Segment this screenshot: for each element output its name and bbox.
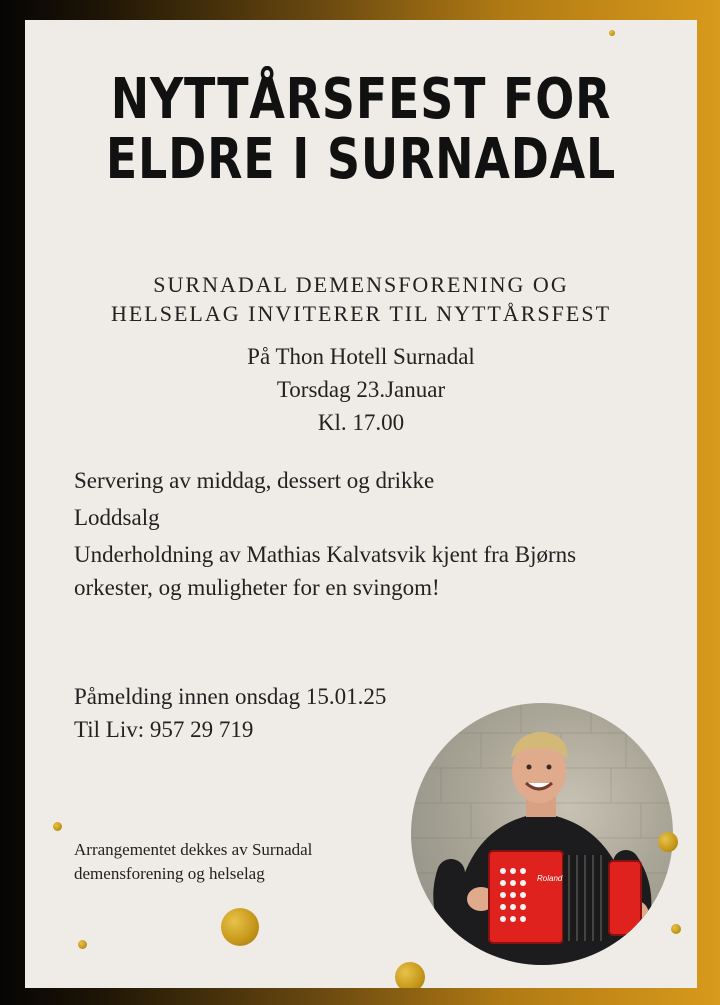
program-list — [74, 464, 634, 608]
signup-deadline: Påmelding innen onsdag 15.01.25 — [74, 684, 387, 709]
accordion-player-illustration — [411, 703, 673, 965]
sponsor-note: Arrangementet dekkes av Surnadal demensforening og helselag — [74, 840, 313, 883]
program-item-entertainment: Underholdning av Mathias Kalvatsvik kjent fra Bjørns orkester, og muligheter for en svingom! — [74, 542, 577, 600]
accordion-brand-label: Roland — [537, 874, 563, 883]
gold-dot-decoration — [658, 832, 678, 852]
organizers-line-2: HELSELAG INVITERER TIL NYTTÅRSFEST — [110, 301, 612, 326]
gold-dot-decoration — [671, 924, 681, 934]
performer-photo — [411, 703, 673, 965]
event-date: Torsdag 23.Januar — [276, 377, 446, 402]
gold-dot-decoration — [53, 822, 62, 831]
gold-dot-decoration — [78, 940, 87, 949]
event-time: Kl. 17.00 — [317, 410, 405, 435]
program-item-raffle: Loddsalg — [74, 505, 160, 530]
gold-dot-decoration — [395, 962, 425, 988]
program-item-dinner: Servering av middag, dessert og drikke — [74, 468, 435, 493]
event-venue: På Thon Hotell Surnadal — [247, 344, 475, 369]
signup-info — [74, 680, 514, 746]
gold-dot-decoration — [221, 908, 259, 946]
event-details — [25, 340, 697, 439]
organizers-line-1: SURNADAL DEMENSFORENING OG — [153, 272, 569, 297]
signup-contact: Til Liv: 957 29 719 — [74, 717, 254, 742]
title-line-1: NYTTÅRSFEST FOR — [110, 67, 612, 132]
gold-dot-decoration — [609, 30, 615, 36]
poster-title — [85, 67, 636, 192]
title-line-2: ELDRE I SURNADAL — [105, 127, 617, 192]
poster-card — [25, 20, 697, 988]
organizers-heading — [25, 270, 697, 328]
